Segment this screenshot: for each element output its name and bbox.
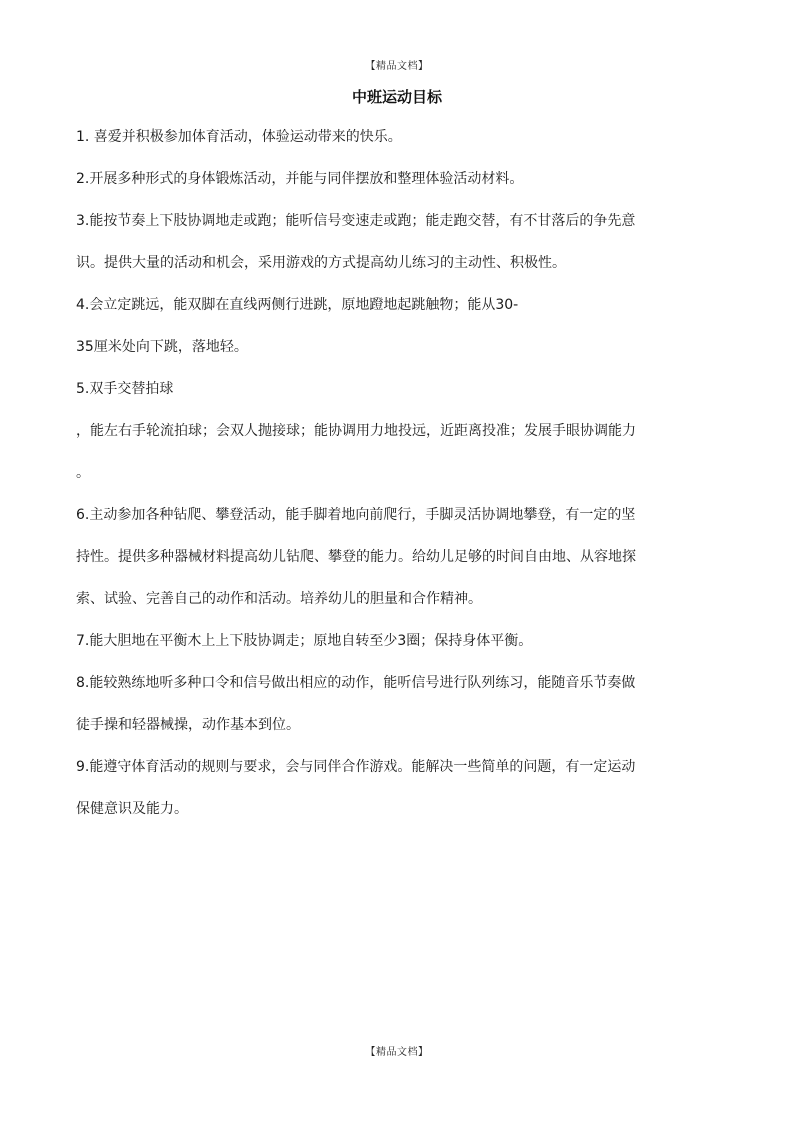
page-title: 中班运动目标 (351, 88, 442, 106)
footer-tag: 【精品文档】 (365, 1047, 429, 1058)
text-line: ，能左右手轮流拍球；会双人抛接球；能协调用力地投远，近距离投准；发展手眼协调能力 (76, 423, 636, 439)
text-line: 识。提供大量的活动和机会，采用游戏的方式提高幼儿练习的主动性、积极性。 (76, 255, 566, 271)
header-tag: 【精品文档】 (365, 61, 429, 72)
text-line: 3.能按节奏上下肢协调地走或跑；能听信号变速走或跑；能走跑交替，有不甘落后的争先意 (76, 213, 636, 229)
text-line: 4.会立定跳远，能双脚在直线两侧行进跳，原地蹬地起跳触物；能从30- (76, 297, 519, 313)
text-line: 持性。提供多种器械材料提高幼儿钻爬、攀登的能力。给幼儿足够的时间自由地、从容地探 (76, 549, 636, 565)
text-line: 2.开展多种形式的身体锻炼活动，并能与同伴摆放和整理体验活动材料。 (76, 171, 524, 187)
text-line: 1. 喜爱并积极参加体育活动，体验运动带来的快乐。 (76, 129, 402, 145)
text-line: 。 (76, 465, 90, 481)
document-body (76, 122, 720, 836)
text-line: 6.主动参加各种钻爬、攀登活动，能手脚着地向前爬行，手脚灵活协调地攀登，有一定的坚 (76, 507, 636, 523)
text-line: 索、试验、完善自己的动作和活动。培养幼儿的胆量和合作精神。 (76, 591, 482, 607)
text-line: 5.双手交替拍球 (76, 381, 174, 397)
text-line: 保健意识及能力。 (76, 801, 188, 817)
text-line: 7.能大胆地在平衡木上上下肢协调走；原地自转至少3圈；保持身体平衡。 (76, 633, 533, 649)
text-line: 9.能遵守体育活动的规则与要求，会与同伴合作游戏。能解决一些简单的问题，有一定运动 (76, 759, 636, 775)
text-line: 徒手操和轻器械操，动作基本到位。 (76, 717, 300, 733)
text-line: 8.能较熟练地听多种口令和信号做出相应的动作，能听信号进行队列练习，能随音乐节奏做 (76, 675, 636, 691)
text-line: 35厘米处向下跳，落地轻。 (76, 339, 248, 355)
